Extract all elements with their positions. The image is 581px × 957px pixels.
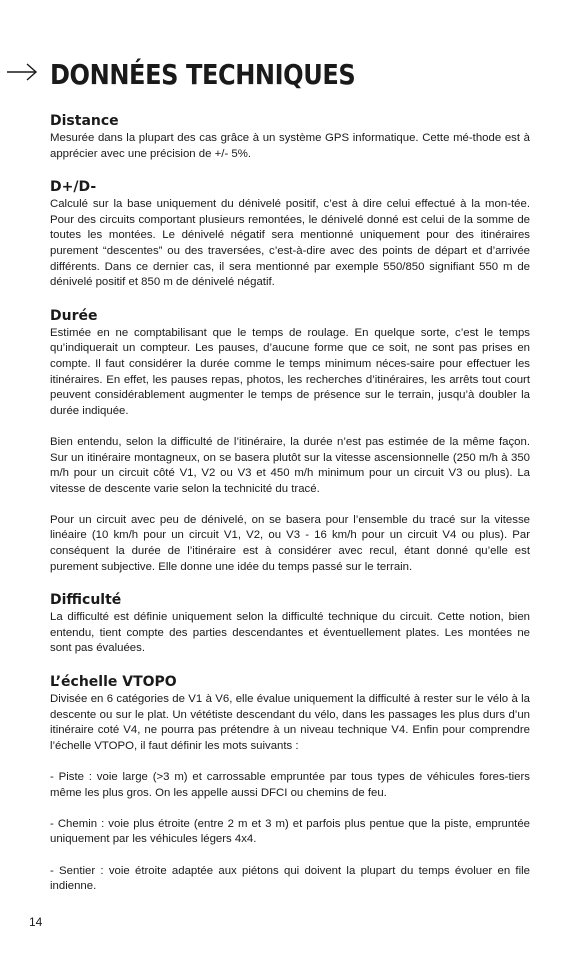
page-number: 14 bbox=[29, 915, 43, 929]
section-heading: Distance bbox=[50, 113, 119, 129]
section-heading: L’échelle VTOPO bbox=[50, 674, 177, 691]
section-echelle-vtopo bbox=[50, 674, 530, 895]
paragraph: Divisée en 6 catégories de V1 à V6, elle évalue uniquement la difficulté à rester sur le vélo à la descente ou sur le plat. Un vététiste descendant du vélo, dans les passages les plus durs d’un itinéraire coté V4, ne pourra pas prétendre à un niveau technique V4. Enfin pour comprendre l’échelle VTOPO, il faut définir les mots suivants : bbox=[50, 693, 530, 752]
paragraph: La difficulté est définie uniquement selon la difficulté technique du circuit. Cette notion, bien entendu, tient compte des parties descendantes et éventuellement plates. Les montées ne sont pas évaluées. bbox=[50, 611, 530, 655]
paragraph: Bien entendu, selon la difficulté de l’itinéraire, la durée n’est pas estimée de la même façon. Sur un itinéraire montagneux, on se basera plutôt sur la vitesse ascensionnelle (250 m/h à 350 m/h pour un circuit côté V1, V2 ou V3 et 450 m/h minimum pour un circuit V3 ou plus). La vitesse de descente varie selon la technicité du tracé. bbox=[50, 435, 530, 495]
paragraph: Pour un circuit avec peu de dénivelé, on se basera pour l’ensemble du tracé sur la vitesse linéaire (10 km/h pour un circuit V1, V2, ou V3 - 16 km/h pour un circuit V4 ou plus). Par conséquent la durée de l’itinéraire est à considérer avec recul, étant donné qu’elle est purement subjective. Elle donne une idée du temps passé sur le terrain. bbox=[50, 513, 530, 573]
page-title: DONNÉES TECHNIQUES bbox=[50, 58, 356, 91]
section-denivele bbox=[50, 179, 530, 291]
paragraph: Mesurée dans la plupart des cas grâce à un système GPS informatique. Cette mé-thode est à apprécier avec une précision de +/- 5%. bbox=[50, 132, 530, 160]
paragraph: Calculé sur la base uniquement du dénivelé positif, c’est à dire celui effectué à la mon-tée. Pour des circuits comportant plusieurs remontées, le dénivelé donné est celui de la somme de toutes les montées. Le dénivelé négatif sera mentionné uniquement pour des itinéraires purement “descentes” ou des traversées, c’est-à-dire avec des points de départ et d’arrivée différents. Dans ce dernier cas, il sera mentionné par exemple 550/850 signifiant 550 m de dénivelé positif et 850 m de dénivelé négatif. bbox=[50, 198, 530, 289]
section-heading: Difficulté bbox=[50, 592, 122, 609]
paragraph: Estimée en ne comptabilisant que le temps de roulage. En quelque sorte, c’est le temps qu’indiquerait un compteur. Les pauses, d’aucune forme que ce soit, ne sont pas prises en compte. Il faut considérer la durée comme le temps minimum néces-saire pour effectuer les itinéraires. En effet, les pauses repas, photos, les recherches d’itinéraires, les arrêts tout court peuvent considérablement augmenter le temps de présence sur le terrain, jusqu’à doubler la durée indiquée. bbox=[50, 326, 530, 417]
section-duree bbox=[50, 308, 530, 576]
section-heading: Durée bbox=[50, 307, 98, 324]
paragraph: - Sentier : voie étroite adaptée aux piétons qui doivent la plupart du temps évoluer en file indienne. bbox=[50, 864, 530, 893]
paragraph: - Piste : voie large (>3 m) et carrossable empruntée par tous types de véhicules fores-tiers même les plus gros. On les appelle aussi DFCI ou chemins de feu. bbox=[50, 771, 530, 799]
section-difficulte bbox=[50, 592, 530, 657]
document-body bbox=[50, 113, 530, 912]
arrow-right-icon bbox=[6, 62, 38, 82]
paragraph: - Chemin : voie plus étroite (entre 2 m et 3 m) et parfois plus pentue que la piste, empruntée uniquement par les véhicules légers 4x4. bbox=[50, 817, 530, 846]
section-distance bbox=[50, 113, 530, 162]
section-heading: D+/D- bbox=[50, 179, 97, 196]
